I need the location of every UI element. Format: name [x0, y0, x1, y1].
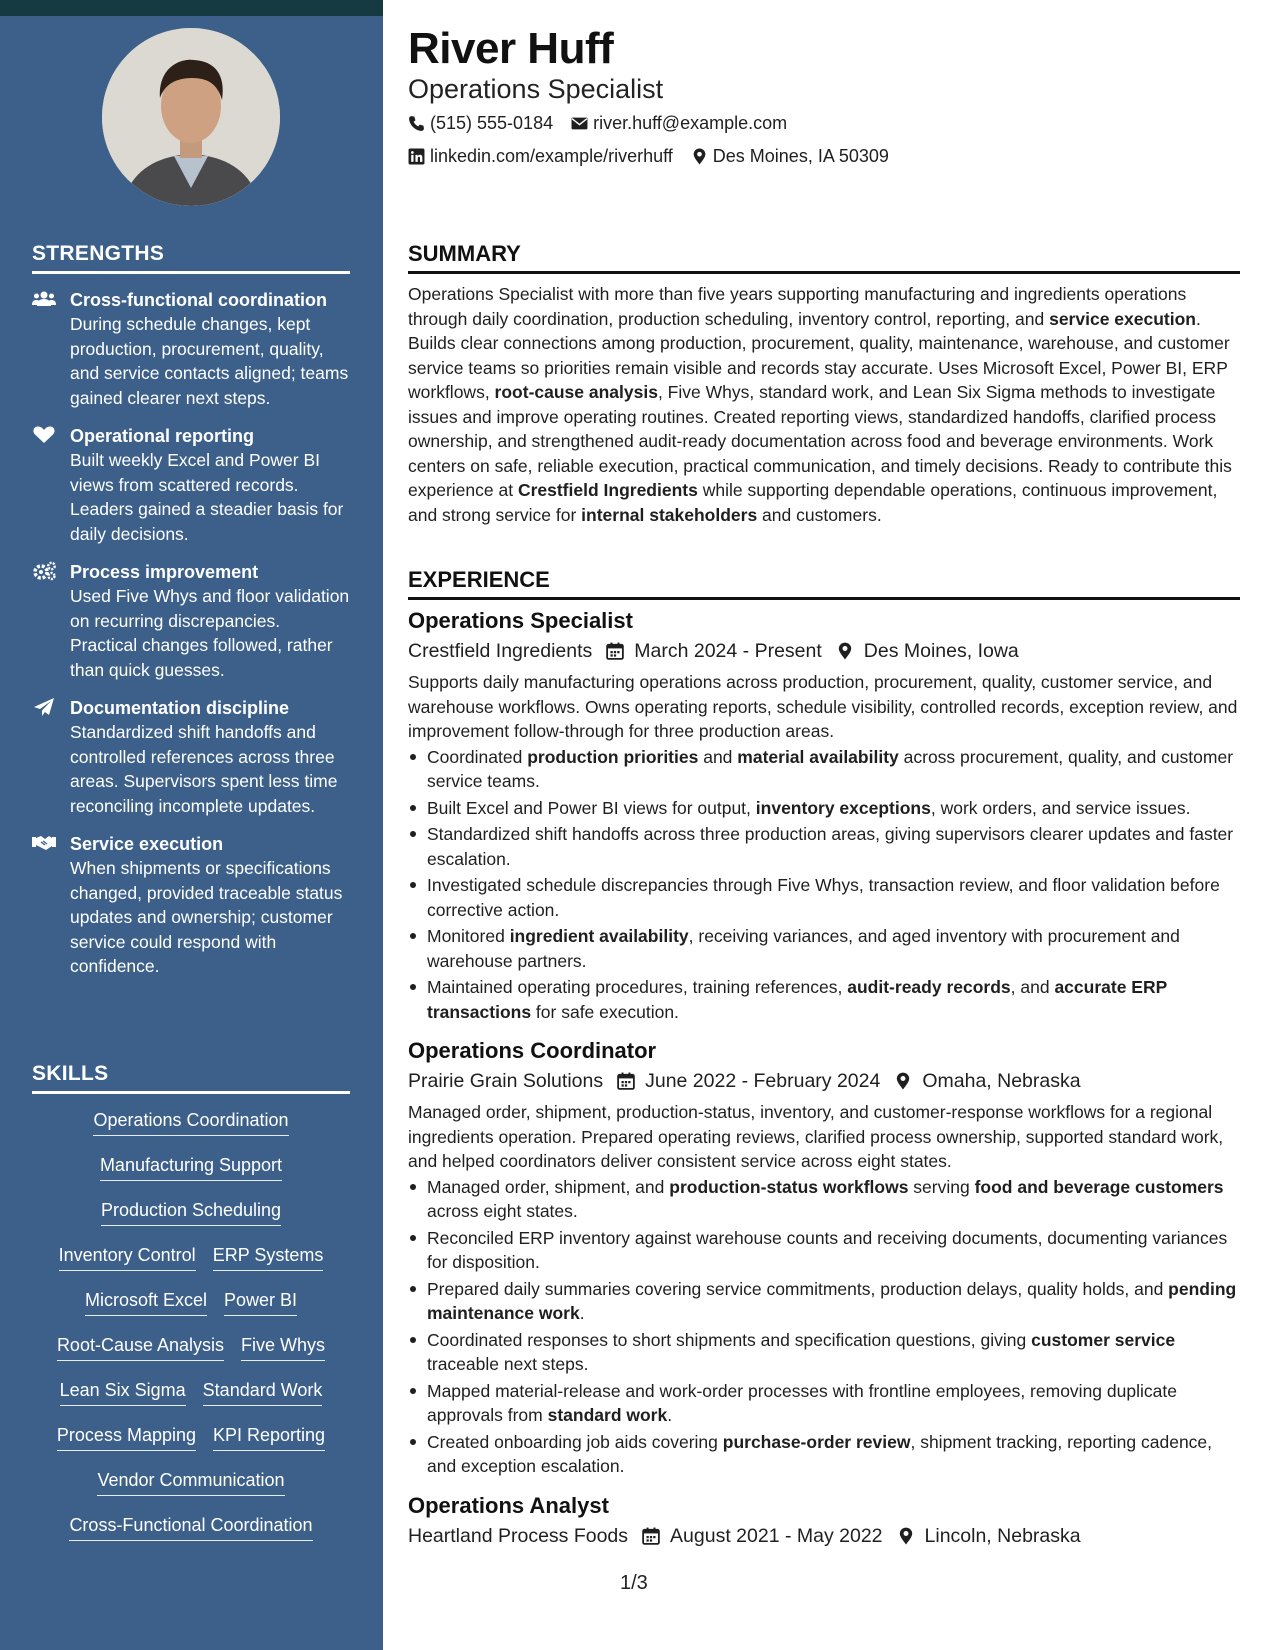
job-title: Operations Analyst	[408, 1492, 609, 1518]
email-address: river.huff@example.com	[593, 113, 788, 133]
phone-icon	[408, 115, 425, 132]
job-location: Omaha, Nebraska	[922, 1070, 1081, 1092]
skill-tag: Operations Coordination	[93, 1108, 288, 1136]
summary-heading: SUMMARY	[408, 241, 1240, 274]
job-company: Prairie Grain Solutions	[408, 1070, 604, 1092]
job-bullet: Managed order, shipment, and production-status workflows serving food and beverage customers across eight states.	[408, 1175, 1240, 1224]
skill-row	[32, 1423, 350, 1468]
sidebar-top-bar	[0, 0, 383, 16]
calendar-icon	[606, 642, 624, 660]
skills-heading: SKILLS	[32, 1062, 350, 1094]
bold-phrase: service execution	[1049, 308, 1196, 329]
job-bullet: Mapped material-release and work-order processes with frontline employees, removing duplicate approvals from standard work.	[408, 1379, 1240, 1428]
bold-phrase: accurate ERP transactions	[427, 977, 1167, 1022]
skill-row	[32, 1243, 350, 1288]
heart-icon	[32, 425, 56, 445]
job-bullet: Standardized shift handoffs across three production areas, giving supervisors clearer updates and faster escalation.	[408, 822, 1240, 871]
skill-row	[32, 1108, 350, 1153]
strength-item	[32, 696, 350, 818]
candidate-role: Operations Specialist	[408, 74, 664, 104]
envelope-icon	[571, 115, 588, 132]
skill-row	[32, 1513, 350, 1558]
job-meta	[408, 1521, 1240, 1551]
skills-list	[32, 1108, 350, 1558]
location-contact	[691, 146, 889, 167]
map-pin-icon	[894, 1072, 912, 1090]
users-icon	[32, 289, 56, 309]
skill-tag: Microsoft Excel	[85, 1288, 207, 1316]
job-dates: August 2021 - May 2022	[670, 1524, 883, 1547]
job-dates: March 2024 - Present	[634, 640, 822, 662]
bold-phrase: production-status workflows	[669, 1176, 909, 1197]
bold-phrase: internal stakeholders	[581, 504, 758, 525]
job-entry	[408, 1491, 1240, 1551]
contact-row	[408, 146, 889, 167]
contact-row	[408, 113, 787, 134]
job-dates: June 2022 - February 2024	[645, 1070, 881, 1092]
calendar-icon	[617, 1072, 635, 1090]
skill-row	[32, 1378, 350, 1423]
linkedin-url: linkedin.com/example/riverhuff	[430, 146, 673, 166]
phone-number: (515) 555-0184	[430, 113, 554, 133]
map-pin-icon	[691, 148, 708, 165]
job-bullet: Coordinated production priorities and material availability across procurement, quality, and customer service teams.	[408, 745, 1240, 794]
bold-phrase: production priorities	[527, 746, 699, 767]
strength-title: Cross-functional coordination	[70, 290, 328, 310]
strength-description: Built weekly Excel and Power BI views from scattered records. Leaders gained a steadier basis for daily decisions.	[70, 450, 344, 544]
strength-description: During schedule changes, kept production, procurement, quality, and service contacts aligned; teams gained clearer next steps.	[70, 314, 349, 408]
map-pin-icon	[897, 1527, 915, 1545]
job-description: Managed order, shipment, production-status, inventory, and customer-response workflows for a regional ingredients operation. Prepared operating reviews, clarified process ownership, supported standard work, and helped coordinators deliver consistent service across eight states.	[408, 1102, 1224, 1171]
skill-tag: Process Mapping	[57, 1423, 196, 1451]
strength-title: Service execution	[70, 834, 224, 854]
candidate-name: River Huff	[408, 24, 614, 73]
bold-phrase: standard work	[547, 1405, 668, 1425]
experience-heading: EXPERIENCE	[408, 567, 1240, 600]
linkedin-contact[interactable]	[408, 146, 673, 167]
calendar-icon	[642, 1527, 660, 1545]
bold-phrase: pending maintenance work	[427, 1278, 1237, 1323]
bold-phrase: material availability	[737, 746, 899, 767]
job-description: Supports daily manufacturing operations across production, procurement, quality, customer service, and warehouse workflows. Owns operating reports, schedule visibility, controlled records, exception review, and improvement follow-through for three production areas.	[408, 672, 1238, 741]
job-title: Operations Coordinator	[408, 1038, 657, 1063]
page-indicator: 1/3	[620, 1572, 648, 1594]
job-location: Des Moines, Iowa	[863, 640, 1019, 662]
skill-tag: KPI Reporting	[213, 1423, 325, 1451]
experience-list	[408, 606, 1240, 1563]
strength-description: When shipments or specifications changed, provided traceable status updates and ownership; customer service could respond with confidence.	[70, 858, 343, 976]
skill-tag: ERP Systems	[213, 1243, 324, 1271]
skill-tag: Manufacturing Support	[100, 1153, 282, 1181]
job-bullets	[408, 1175, 1240, 1479]
job-company: Heartland Process Foods	[408, 1524, 629, 1547]
job-meta	[408, 636, 1240, 666]
skill-row	[32, 1333, 350, 1378]
handshake-icon	[32, 833, 56, 853]
strength-title: Documentation discipline	[70, 698, 290, 718]
job-location: Lincoln, Nebraska	[924, 1524, 1081, 1547]
job-company: Crestfield Ingredients	[408, 640, 593, 662]
job-bullet: Built Excel and Power BI views for output, inventory exceptions, work orders, and service issues.	[408, 796, 1240, 821]
job-bullet: Prepared daily summaries covering service commitments, production delays, quality holds, and pending maintenance work.	[408, 1277, 1240, 1326]
job-bullet: Investigated schedule discrepancies through Five Whys, transaction review, and floor validation before corrective action.	[408, 873, 1240, 922]
location-text: Des Moines, IA 50309	[712, 146, 889, 166]
bold-phrase: purchase-order review	[722, 1431, 911, 1452]
job-bullet: Coordinated responses to short shipments and specification questions, giving customer service traceable next steps.	[408, 1328, 1240, 1377]
summary-text: Operations Specialist with more than five years supporting manufacturing and ingredients operations through daily coordination, production scheduling, inventory control, reporting, and service execution. Builds clear connections among production, procurement, quality, maintenance, warehouse, and customer service teams so priorities remain visible and records stay accurate. Uses Microsoft Excel, Power BI, ERP workflows, root-cause analysis, Five Whys, standard work, and Lean Six Sigma methods to investigate issues and improve operating routines. Created reporting views, standardized handoffs, clarified process ownership, and strengthened audit-ready documentation across food and beverage environments. Work centers on safe, reliable execution, practical communication, and timely decisions. Ready to contribute this experience at Crestfield Ingredients while supporting dependable operations, continuous improvement, and strong service for internal stakeholders and customers.	[408, 284, 1232, 525]
strength-title: Operational reporting	[70, 426, 255, 446]
bold-phrase: audit-ready records	[847, 977, 1011, 997]
map-pin-icon	[836, 642, 854, 660]
phone-contact[interactable]	[408, 113, 553, 134]
strength-item	[32, 560, 350, 682]
skill-row	[32, 1468, 350, 1513]
job-meta	[408, 1066, 1240, 1096]
bold-phrase: root-cause analysis	[494, 382, 658, 402]
strength-title: Process improvement	[70, 562, 259, 582]
skill-tag: Vendor Communication	[97, 1468, 284, 1496]
skill-tag: Root-Cause Analysis	[57, 1333, 224, 1361]
strength-item	[32, 288, 350, 410]
skill-tag: Inventory Control	[59, 1243, 196, 1271]
bold-phrase: inventory exceptions	[755, 797, 931, 818]
bold-phrase: food and beverage customers	[974, 1176, 1224, 1197]
skill-tag: Power BI	[224, 1288, 297, 1316]
job-entry	[408, 1036, 1240, 1479]
strength-description: Standardized shift handoffs and controlled references across three areas. Supervisors spent less time reconciling incomplete updates.	[70, 722, 338, 816]
bold-phrase: customer service	[1031, 1329, 1176, 1350]
skill-tag: Lean Six Sigma	[60, 1378, 186, 1406]
linkedin-icon	[408, 148, 425, 165]
email-contact[interactable]	[571, 113, 787, 134]
job-bullet: Maintained operating procedures, training references, audit-ready records, and accurate ERP transactions for safe execution.	[408, 975, 1240, 1024]
job-bullets	[408, 745, 1240, 1025]
skill-tag: Cross-Functional Coordination	[69, 1513, 312, 1541]
paper-plane-icon	[32, 697, 56, 717]
skills-section	[32, 1062, 350, 1558]
strength-item	[32, 832, 350, 979]
bold-phrase: Crestfield Ingredients	[517, 480, 698, 500]
skill-tag: Production Scheduling	[101, 1198, 281, 1226]
strengths-section	[32, 242, 350, 979]
skill-row	[32, 1198, 350, 1243]
job-entry	[408, 606, 1240, 1024]
profile-photo	[102, 28, 280, 206]
skill-tag: Standard Work	[203, 1378, 323, 1406]
skill-row	[32, 1153, 350, 1198]
strengths-heading: STRENGTHS	[32, 242, 350, 274]
strength-item	[32, 424, 350, 546]
skill-tag: Five Whys	[241, 1333, 325, 1361]
skill-row	[32, 1288, 350, 1333]
job-bullet: Monitored ingredient availability, receiving variances, and aged inventory with procurement and warehouse partners.	[408, 924, 1240, 973]
sidebar	[0, 16, 383, 1650]
job-bullet: Reconciled ERP inventory against warehouse counts and receiving documents, documenting variances for disposition.	[408, 1226, 1240, 1275]
gears-icon	[32, 561, 56, 581]
bold-phrase: ingredient availability	[509, 926, 689, 946]
job-bullet: Created onboarding job aids covering purchase-order review, shipment tracking, reporting cadence, and exception escalation.	[408, 1430, 1240, 1479]
job-title: Operations Specialist	[408, 608, 633, 633]
strength-description: Used Five Whys and floor validation on recurring discrepancies. Practical changes followed, rather than quick guesses.	[70, 586, 350, 680]
